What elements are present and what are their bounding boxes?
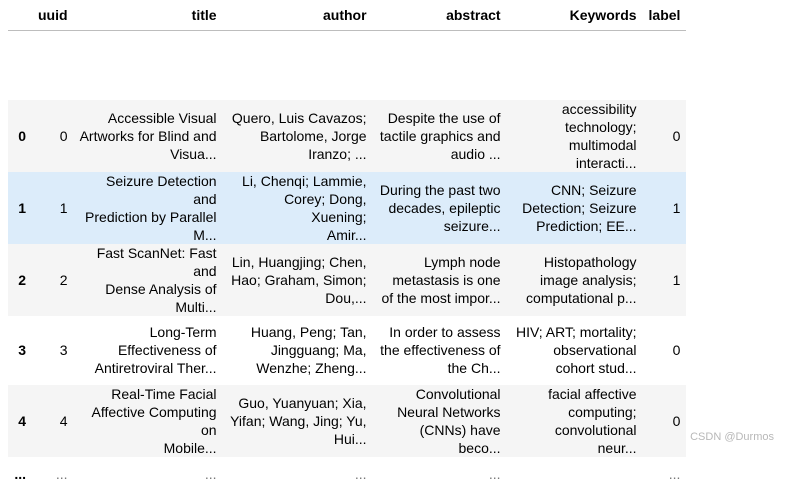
cell-keywords-line: interacti... — [575, 154, 637, 171]
header-row — [8, 0, 686, 31]
ellipsis-author: ... — [354, 465, 367, 482]
row-index: 2 — [18, 271, 26, 288]
header-spacer — [8, 31, 686, 100]
cell-abstract-line: Neural Networks — [397, 403, 501, 420]
cell-keywords — [507, 244, 643, 316]
cell-title-line: Artworks for Blind and — [79, 127, 217, 144]
cell-author-line: Wenzhe; Zheng... — [256, 360, 367, 376]
cell-abstract-line: In order to assess — [389, 324, 501, 340]
cell-abstract-line: Lymph node — [424, 253, 501, 270]
cell-abstract-line: tactile graphics and — [379, 127, 501, 144]
cell-label: 0 — [672, 342, 681, 358]
header-title: title — [74, 0, 223, 31]
row-index: 0 — [18, 127, 26, 144]
cell-title — [74, 100, 223, 172]
cell-keywords — [507, 100, 643, 172]
cell-title-line: Prediction by Parallel — [85, 208, 217, 225]
cell-keywords-line: computational p... — [526, 289, 637, 306]
cell-abstract-line: metastasis is one — [392, 271, 501, 288]
cell-keywords-line: multimodal — [568, 136, 637, 153]
cell-keywords-line: HIV; ART; mortality; — [515, 324, 637, 340]
table-row — [8, 172, 686, 244]
cell-title — [74, 385, 223, 457]
cell-label: 1 — [672, 199, 681, 216]
row-index: 3 — [18, 342, 26, 358]
cell-keywords-line: CNN; Seizure — [550, 181, 637, 198]
ellipsis-row — [8, 457, 686, 491]
cell-title — [74, 244, 223, 316]
cell-keywords-line: cohort stud... — [555, 360, 637, 376]
cell-author-line: Iranzo; ... — [308, 145, 367, 162]
cell-abstract-line: decades, epileptic — [388, 199, 501, 216]
cell-title-line: M... — [193, 226, 217, 243]
watermark: CSDN @Durmos — [690, 431, 774, 443]
cell-abstract-line: the effectiveness of — [380, 342, 501, 358]
cell-keywords-line: computing; — [568, 403, 637, 420]
cell-uuid: 2 — [59, 271, 68, 288]
row-index: 1 — [18, 199, 26, 216]
cell-abstract-line: Convolutional — [415, 385, 501, 402]
cell-keywords-line: accessibility — [561, 100, 637, 117]
cell-abstract — [373, 172, 507, 244]
cell-title-line: Antiretroviral Ther... — [94, 360, 217, 376]
ellipsis-title: ... — [204, 465, 217, 482]
cell-author-line: Li, Chenqi; Lammie, — [242, 172, 367, 189]
cell-author-line: Lin, Huangjing; Chen, — [231, 253, 367, 270]
cell-author-line: Yifan; Wang, Jing; Yu, — [230, 412, 367, 429]
cell-abstract-line: Despite the use of — [387, 109, 501, 126]
cell-author-line: Hui... — [333, 430, 367, 447]
cell-title-line: Real-Time Facial — [111, 385, 217, 402]
table-row — [8, 316, 686, 385]
cell-keywords-line: Detection; Seizure — [522, 199, 637, 216]
cell-author-line: Corey; Dong, Xuening; — [284, 190, 367, 225]
cell-title-line: Effectiveness of — [117, 342, 217, 358]
cell-keywords-line: convolutional neur... — [554, 421, 637, 456]
cell-keywords-line: technology; — [564, 118, 637, 135]
cell-abstract-line: seizure... — [443, 217, 501, 234]
cell-keywords — [507, 385, 643, 457]
cell-keywords-line: facial affective — [548, 385, 637, 402]
cell-uuid: 1 — [59, 199, 68, 216]
header-abstract: abstract — [373, 0, 507, 31]
cell-author-line: Amir... — [326, 226, 367, 243]
table-row — [8, 100, 686, 172]
cell-keywords-line: observational — [553, 342, 637, 358]
cell-keywords-line: image analysis; — [540, 271, 637, 288]
ellipsis-uuid: ... — [55, 465, 68, 482]
cell-label: 1 — [672, 271, 681, 288]
cell-keywords-line: Prediction; EE... — [536, 217, 637, 234]
ellipsis-keywords — [507, 457, 643, 491]
cell-abstract — [373, 316, 507, 385]
cell-abstract-line: of the most impor... — [381, 289, 501, 306]
cell-abstract — [373, 244, 507, 316]
cell-title — [74, 172, 223, 244]
cell-author — [223, 172, 373, 244]
dataframe-table — [8, 0, 686, 491]
cell-title-line: Long-Term — [149, 324, 217, 340]
cell-title-line: Mobile... — [163, 439, 217, 456]
header-keywords: Keywords — [507, 0, 643, 31]
cell-title-line: Affective Computing on — [91, 403, 217, 438]
ellipsis-label: ... — [668, 465, 681, 482]
cell-abstract-line: During the past two — [379, 181, 501, 198]
cell-author — [223, 316, 373, 385]
cell-uuid: 0 — [59, 127, 68, 144]
ellipsis-index: ... — [14, 465, 26, 482]
cell-author — [223, 100, 373, 172]
cell-label: 0 — [672, 412, 681, 429]
cell-author-line: Quero, Luis Cavazos; — [231, 109, 367, 126]
cell-title-line: Accessible Visual — [107, 109, 217, 126]
cell-abstract-line: audio ... — [450, 145, 501, 162]
cell-abstract-line: the Ch... — [447, 360, 501, 376]
cell-keywords — [507, 316, 643, 385]
cell-abstract — [373, 100, 507, 172]
header-index — [8, 0, 32, 31]
cell-author-line: Hao; Graham, Simon; — [231, 271, 367, 288]
cell-author-line: Huang, Peng; Tan, — [250, 324, 367, 340]
cell-title-line: Visua... — [170, 145, 217, 162]
cell-title-line: Seizure Detection and — [106, 172, 217, 207]
cell-title — [74, 316, 223, 385]
cell-author-line: Guo, Yuanyuan; Xia, — [238, 394, 367, 411]
cell-title-line: Dense Analysis of — [105, 280, 217, 297]
cell-abstract — [373, 385, 507, 457]
cell-title-line: Multi... — [175, 298, 217, 315]
cell-keywords — [507, 172, 643, 244]
cell-author-line: Dou,... — [325, 289, 367, 306]
cell-keywords-line: Histopathology — [543, 253, 637, 270]
table-row — [8, 244, 686, 316]
cell-title-line: Fast ScanNet: Fast and — [96, 244, 217, 279]
cell-uuid: 4 — [59, 412, 68, 429]
header-author: author — [223, 0, 373, 31]
cell-author-line: Jingguang; Ma, — [270, 342, 367, 358]
cell-label: 0 — [672, 127, 681, 144]
cell-uuid: 3 — [59, 342, 68, 358]
header-uuid: uuid — [32, 0, 74, 31]
ellipsis-abstract: ... — [488, 465, 501, 482]
cell-abstract-line: beco... — [458, 439, 501, 456]
cell-abstract-line: (CNNs) have — [419, 421, 501, 438]
row-index: 4 — [18, 412, 26, 429]
cell-author-line: Bartolome, Jorge — [259, 127, 367, 144]
cell-author — [223, 385, 373, 457]
table-row — [8, 385, 686, 457]
header-label: label — [643, 0, 687, 31]
cell-author — [223, 244, 373, 316]
